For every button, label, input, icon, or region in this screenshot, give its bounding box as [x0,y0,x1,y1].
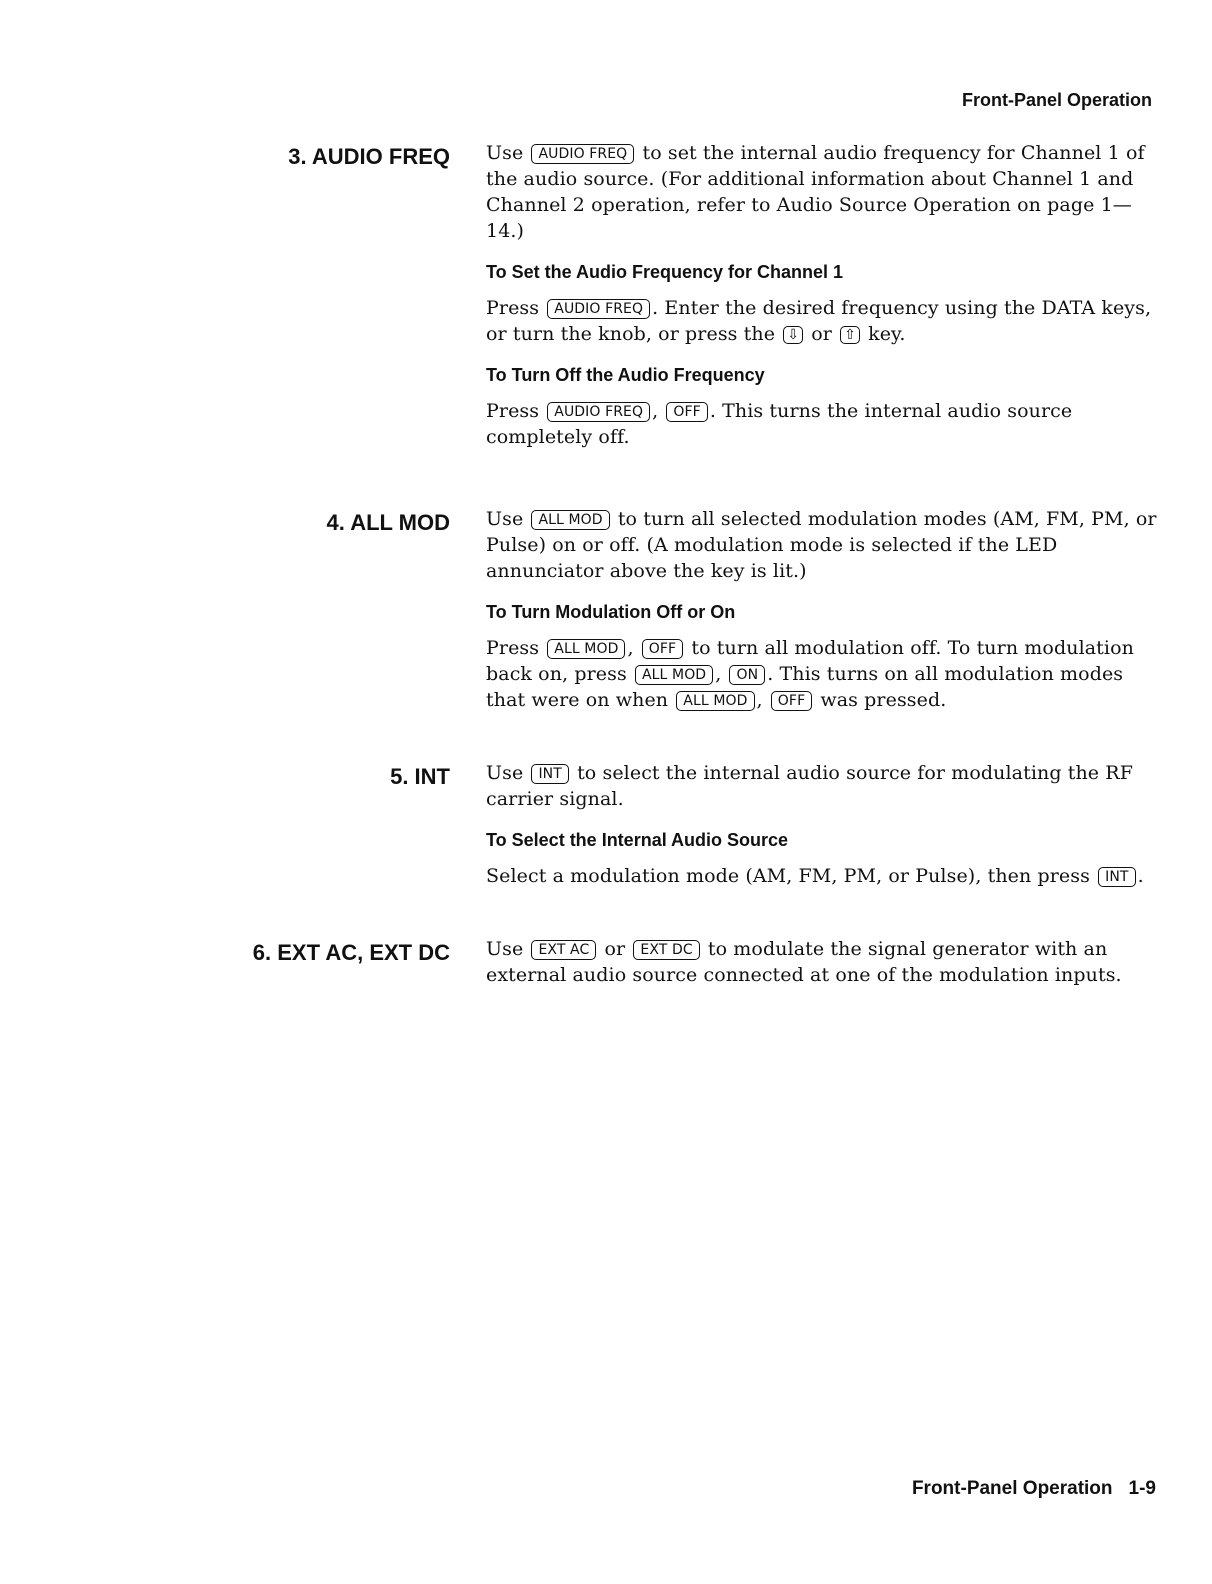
paragraph: Use INT to select the internal audio source for modulating the RF carrier signal. [486,762,1133,810]
running-header: Front-Panel Operation [961,90,1152,110]
all-mod-key: ALL MOD [531,510,609,530]
audio-freq-key: AUDIO FREQ [531,144,634,164]
paragraph: Press ALL MOD , OFF to turn all modulation off. To turn modulation back on, press ALL MOD , ON . This turns on all modulation modes that were on when ALL MOD , OFF was pressed. [486,637,1134,711]
int-key: INT [1098,867,1135,887]
off-key: OFF [642,639,683,659]
all-mod-key: ALL MOD [635,665,713,685]
off-key: OFF [771,691,812,711]
subheading: To Set the Audio Frequency for Channel 1 [486,262,844,282]
ext-dc-key: EXT DC [633,940,699,960]
section-body [486,506,1166,713]
paragraph: Press AUDIO FREQ , OFF . This turns the internal audio source completely off. [486,400,1073,448]
footer-title: Front-Panel Operation [911,1478,1113,1499]
audio-freq-key: AUDIO FREQ [547,402,650,422]
subheading: To Select the Internal Audio Source [486,830,789,850]
section-title: 3. AUDIO FREQ [288,144,450,169]
paragraph: Use AUDIO FREQ to set the internal audio frequency for Channel 1 of the audio source. (For additional information about Channel 1 and Channel 2 operation, refer to Audio Source Operation on page 1—14.) [486,142,1145,242]
section-body [486,760,1166,889]
audio-freq-key: AUDIO FREQ [547,299,650,319]
up-arrow-key-icon: ⇧ [840,326,860,344]
ext-ac-key: EXT AC [531,940,596,960]
subheading: To Turn Modulation Off or On [486,602,736,622]
down-arrow-key-icon: ⇩ [783,326,803,344]
section-title: 5. INT [390,764,450,789]
all-mod-key: ALL MOD [547,639,625,659]
page-number: 1-9 [1128,1478,1156,1499]
all-mod-key: ALL MOD [676,691,754,711]
section-title: 4. ALL MOD [326,510,450,535]
int-key: INT [531,764,568,784]
section-body [486,140,1166,450]
page-footer [912,1478,1156,1500]
on-key: ON [729,665,765,685]
section-body [486,936,1166,988]
paragraph: Select a modulation mode (AM, FM, PM, or Pulse), then press INT . [486,865,1144,887]
section-title: 6. EXT AC, EXT DC [252,940,450,965]
paragraph: Press AUDIO FREQ . Enter the desired frequency using the DATA keys, or turn the knob, or press the ⇩ or ⇧ key. [486,297,1152,345]
paragraph: Use EXT AC or EXT DC to modulate the signal generator with an external audio source connected at one of the modulation inputs. [486,938,1122,986]
off-key: OFF [666,402,707,422]
paragraph: Use ALL MOD to turn all selected modulation modes (AM, FM, PM, or Pulse) on or off. (A modulation mode is selected if the LED annunciator above the key is lit.) [486,508,1157,582]
subheading: To Turn Off the Audio Frequency [486,365,765,385]
